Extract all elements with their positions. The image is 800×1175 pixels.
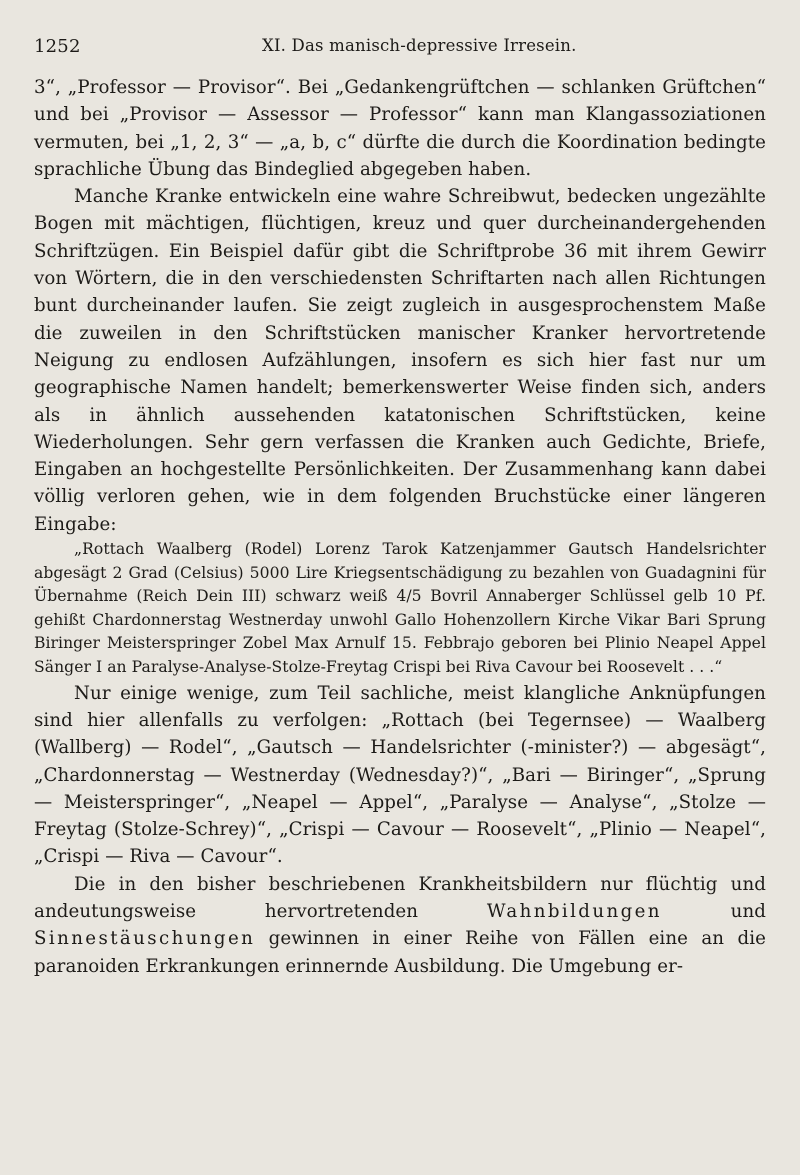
paragraph-4 <box>34 871 766 980</box>
term-sinnestaeuschungen: Sinnestäuschungen <box>34 928 256 950</box>
running-head <box>34 30 766 60</box>
paragraph-1: 3“, „Professor — Provisor“. Bei „Gedankengrüftchen — schlanken Grüftchen“ und bei „Provisor — Assessor — Professor“ kann man Klangassoziationen vermuten, bei „1, 2, 3“ — „a, b, c“ dürfte die durch die Koordination bedingte sprachliche Übung das Bindeglied abgegeben haben. <box>34 77 766 180</box>
paragraph-4-mid: und <box>661 900 766 922</box>
body-text <box>34 74 766 980</box>
paragraph-2: Manche Kranke entwickeln eine wahre Schreibwut, bedecken ungezählte Bogen mit mächtigen, flüchtigen, kreuz und quer durcheinandergehenden Schriftzügen. Ein Beispiel dafür gibt die Schriftprobe 36 mit ihrem Gewirr von Wörtern, die in den verschiedensten Schriftarten nach allen Richtungen bunt durcheinander laufen. Sie zeigt zugleich in ausgesprochenstem Maße die zuweilen in den Schriftstücken manischer Kranker hervortretende Neigung zu endlosen Aufzählungen, insofern es sich hier fast nur um geographische Namen handelt; bemerkenswerter Weise finden sich, anders als in ähnlich aussehenden katatonischen Schriftstücken, keine Wiederholungen. Sehr gern verfassen die Kranken auch Gedichte, Briefe, Eingaben an hochgestellte Persönlichkeiten. Der Zusammenhang kann dabei völlig verloren gehen, wie in dem folgenden Bruchstücke einer längeren Eingabe: <box>34 186 766 535</box>
paragraph-4-end: gewinnen in einer Reihe von Fällen eine an die paranoiden Erkrankungen erinnernde Ausbildung. Die Umgebung er- <box>34 928 766 977</box>
running-title: XI. Das manisch-depressive Irresein. <box>262 36 577 55</box>
block-quote: „Rottach Waalberg (Rodel) Lorenz Tarok Katzenjammer Gautsch Handelsrichter abgesägt 2 Grad (Celsius) 5000 Lire Kriegsentschädigung zu bezahlen von Guadagnini für Übernahme (Reich Dein III) schwarz weiß 4/5 Bovril Annaberger Schlüssel gelb 10 Pf. gehißt Chardonnerstag Westnerday unwohl Gallo Hohenzollern Kirche Vikar Bari Sprung Biringer Meisterspringer Zobel Max Arnulf 15. Febbrajo geboren bei Plinio Neapel Appel Sänger I an Paralyse-Analyse-Stolze-Freytag Crispi bei Riva Cavour bei Roosevelt . . .“ <box>34 540 766 677</box>
term-wahnbildungen: Wahnbildungen <box>486 900 662 922</box>
paragraph-4-start: Die in den bisher beschriebenen Krankheitsbildern nur flüchtig und andeutungsweise hervortretenden <box>34 873 766 922</box>
paragraph-3: Nur einige wenige, zum Teil sachliche, meist klangliche Anknüpfungen sind hier allenfalls zu verfolgen: „Rottach (bei Tegernsee) — Waalberg (Wallberg) — Rodel“, „Gautsch — Handelsrichter (-minister?) — abgesägt“, „Chardonnerstag — Westnerday (Wednesday?)“, „Bari — Biringer“, „Sprung — Meisterspringer“, „Neapel — Appel“, „Paralyse — Analyse“, „Stolze — Freytag (Stolze-Schrey)“, „Crispi — Cavour — Roosevelt“, „Plinio — Neapel“, „Crispi — Riva — Cavour“. <box>34 682 766 868</box>
page-number: 1252 <box>34 36 81 57</box>
